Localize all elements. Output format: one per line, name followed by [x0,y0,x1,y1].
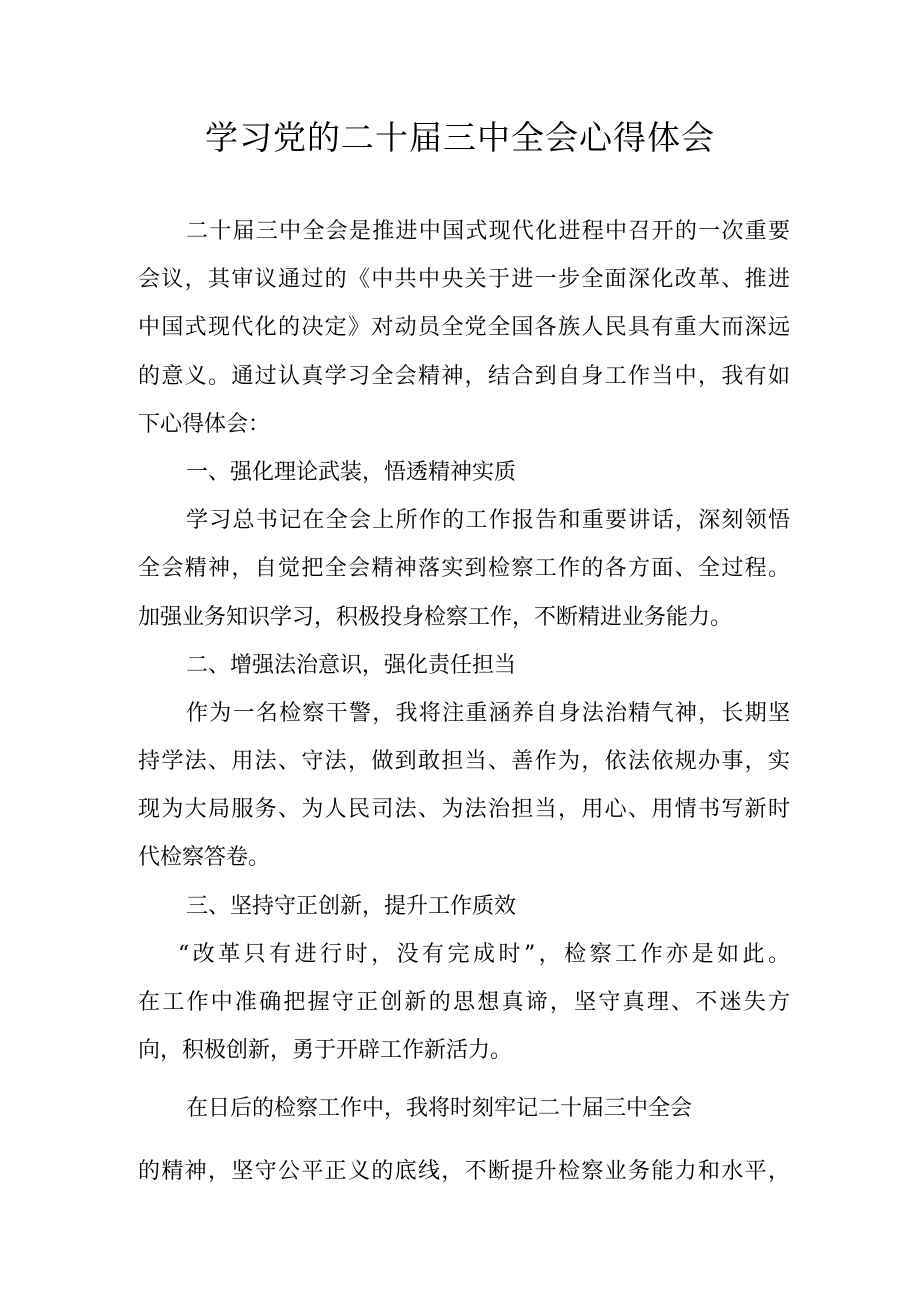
paragraph-line: 中国式现代化的决定》对动员全党全国各族人民具有重大而深远 [138,315,790,341]
section-heading: 二、增强法治意识，强化责任担当 [186,652,517,678]
paragraph-line: 向，积极创新，勇于开辟工作新活力。 [138,1038,513,1064]
paragraph-line: 加强业务知识学习，积极投身检察工作，不断精进业务能力。 [138,604,733,630]
paragraph-line: 在工作中准确把握守正创新的思想真谛，坚守真理、不迷失方 [138,990,790,1015]
paragraph-line: 的意义。通过认真学习全会精神，结合到自身工作当中，我有如 [138,363,790,389]
paragraph-line: 在日后的检察工作中，我将时刻牢记二十届三中全会 [186,1096,693,1122]
paragraph-line: “改革只有进行时，没有完成时”，检察工作亦是如此。 [178,941,790,967]
paragraph-line: 的精神，坚守公平正义的底线，不断提升检察业务能力和水平， [138,1158,790,1184]
section-heading: 三、坚持守正创新，提升工作质效 [186,893,517,919]
paragraph-line: 作为一名检察干警，我将注重涵养自身法治精气神，长期坚 [186,700,790,726]
section-heading: 一、强化理论武装，悟透精神实质 [186,459,517,485]
paragraph-line: 二十届三中全会是推进中国式现代化进程中召开的一次重要 [186,219,790,244]
document-body [138,208,790,1196]
paragraph-line: 现为大局服务、为人民司法、为法治担当，用心、用情书写新时 [138,797,790,823]
document-title: 学习党的二十届三中全会心得体会 [205,118,715,157]
paragraph-line: 学习总书记在全会上所作的工作报告和重要讲话，深刻领悟 [186,508,790,534]
paragraph-line: 会议，其审议通过的《中共中央关于进一步全面深化改革、推进 [138,267,790,293]
paragraph-line: 持学法、用法、守法，做到敢担当、善作为，依法依规办事，实 [138,749,790,775]
paragraph-line: 全会精神，自觉把全会精神落实到检察工作的各方面、全过程。 [138,556,790,582]
paragraph-line: 代检察答卷。 [138,845,271,871]
paragraph-line: 下心得体会： [138,411,271,437]
